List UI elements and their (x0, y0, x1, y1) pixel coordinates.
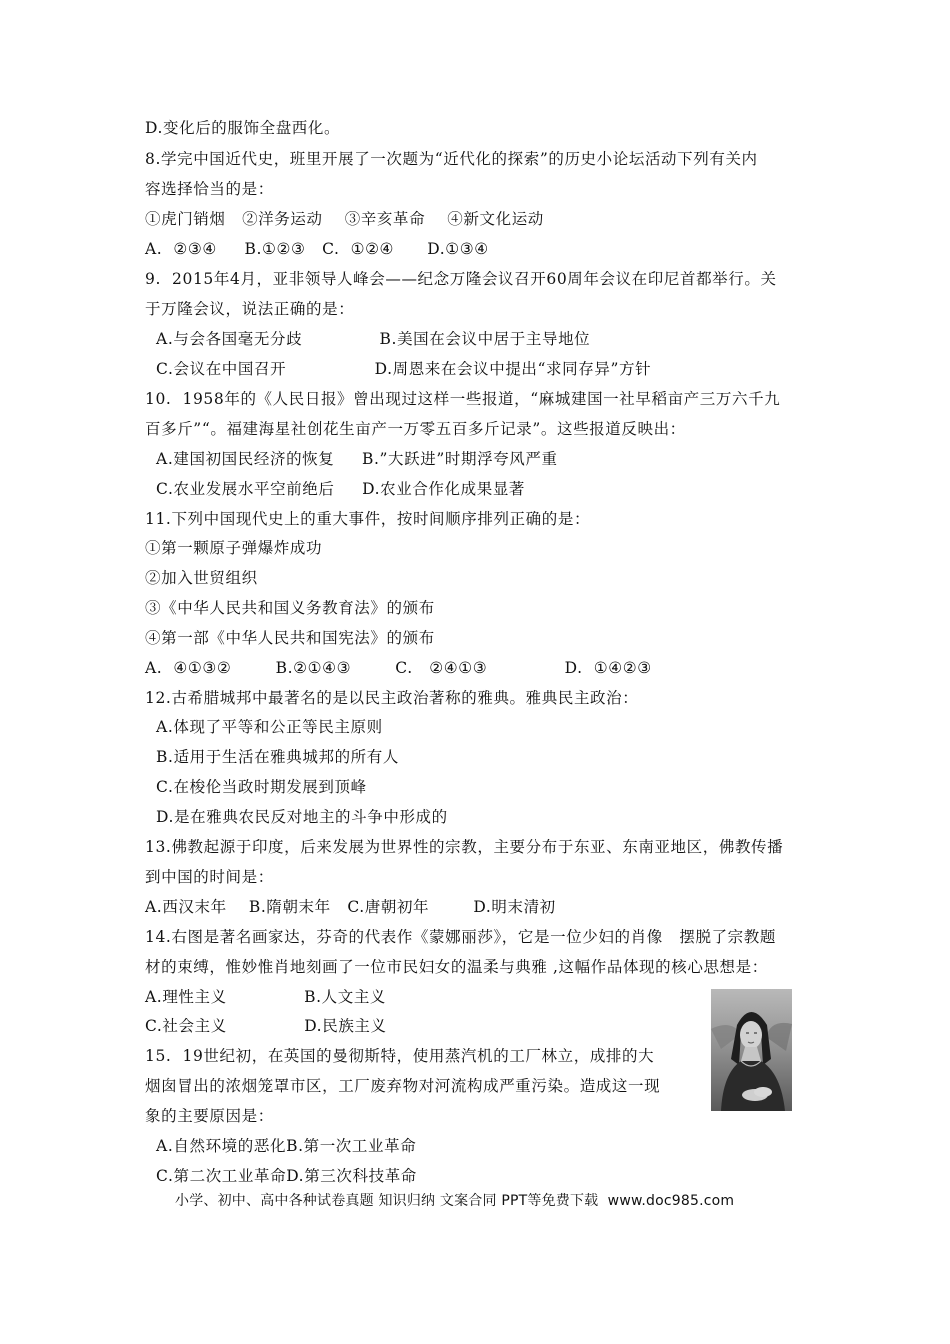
q15-stem: 15. 19世纪初，在英国的曼彻斯特，使用蒸汽机的工厂林立，成排的大 (145, 1047, 655, 1065)
q12-option-a: A.体现了平等和公正等民主原则 (145, 718, 383, 736)
q8-options: A. ②③④ B.①②③ C. ①②④ D.①③④ (145, 240, 489, 258)
q8-items: ①虎门销烟 ②洋务运动 ③辛亥革命 ④新文化运动 (145, 210, 544, 228)
q15-stem-cont: 烟囱冒出的浓烟笼罩市区，工厂废弃物对河流构成严重污染。造成这一现 (145, 1077, 661, 1095)
q10-stem-cont: 百多斤”“。福建海星社创花生亩产一万零五百多斤记录”。这些报道反映出： (145, 420, 686, 438)
q13-options: A.西汉末年 B.隋朝末年 C.唐朝初年 D.明末清初 (145, 898, 556, 916)
q15-options-cd: C.第二次工业革命D.第三次科技革命 (145, 1167, 417, 1185)
q14-stem-cont: 材的束缚，惟妙惟肖地刻画了一位市民妇女的温柔与典雅 ,这幅作品体现的核心思想是： (145, 958, 768, 976)
q9-stem: 9. 2015年4月，亚非领导人峰会——纪念万隆会议召开60周年会议在印尼首都举行。关 (145, 270, 777, 288)
q12-option-b: B.适用于生活在雅典城邦的所有人 (145, 748, 399, 766)
q8-stem-cont: 容选择恰当的是： (145, 180, 274, 198)
q9-stem-cont: 于万隆会议，说法正确的是： (145, 300, 355, 318)
q11-options: A. ④①③② B.②①④③ C. ②④①③ D. ①④②③ (145, 659, 652, 677)
page-footer: 小学、初中、高中各种试卷真题 知识归纳 文案合同 PPT等免费下载 www.doc985.com (175, 1193, 735, 1209)
q9-options-ab: A.与会各国毫无分歧 B.美国在会议中居于主导地位 (145, 330, 591, 348)
q15-options-ab: A.自然环境的恶化B.第一次工业革命 (145, 1137, 417, 1155)
q10-stem: 10. 1958年的《人民日报》曾出现过这样一些报道，“麻城建国一社早稻亩产三万六千九 (145, 390, 781, 408)
mona-lisa-portrait-icon (711, 989, 792, 1111)
q8-stem: 8.学完中国近代史，班里开展了一次题为“近代化的探索”的历史小论坛活动下列有关内 (145, 150, 758, 168)
q14-options-cd: C.社会主义 D.民族主义 (145, 1017, 387, 1035)
q9-options-cd: C.会议在中国召开 D.周恩来在会议中提出“求同存异”方针 (145, 360, 652, 378)
q11-item-4: ④第一部《中华人民共和国宪法》的颁布 (145, 629, 435, 647)
q11-stem: 11.下列中国现代史上的重大事件，按时间顺序排列正确的是： (145, 510, 591, 528)
q14-stem: 14.右图是著名画家达，芬奇的代表作《蒙娜丽莎》，它是一位少妇的肖像 摆脱了宗教题 (145, 928, 776, 946)
q7-option-d: D.变化后的服饰全盘西化。 (145, 119, 341, 137)
q12-stem: 12.古希腊城邦中最著名的是以民主政治著称的雅典。雅典民主政治： (145, 689, 639, 707)
q11-item-1: ①第一颗原子弹爆炸成功 (145, 539, 323, 557)
q13-stem: 13.佛教起源于印度，后来发展为世界性的宗教，主要分布于东亚、东南亚地区，佛教传播 (145, 838, 784, 856)
q10-options-ab: A.建国初国民经济的恢复 B.”大跃进”时期浮夸风严重 (145, 450, 558, 468)
q12-option-d: D.是在雅典农民反对地主的斗争中形成的 (145, 808, 448, 826)
q15-stem-cont-2: 象的主要原因是： (145, 1107, 274, 1125)
q11-item-2: ②加入世贸组织 (145, 569, 258, 587)
q10-options-cd: C.农业发展水平空前绝后 D.农业合作化成果显著 (145, 480, 526, 498)
q14-options-ab: A.理性主义 B.人文主义 (145, 988, 387, 1006)
q12-option-c: C.在梭伦当政时期发展到顶峰 (145, 778, 367, 796)
q11-item-3: ③《中华人民共和国义务教育法》的颁布 (145, 599, 435, 617)
q13-stem-cont: 到中国的时间是： (145, 868, 274, 886)
